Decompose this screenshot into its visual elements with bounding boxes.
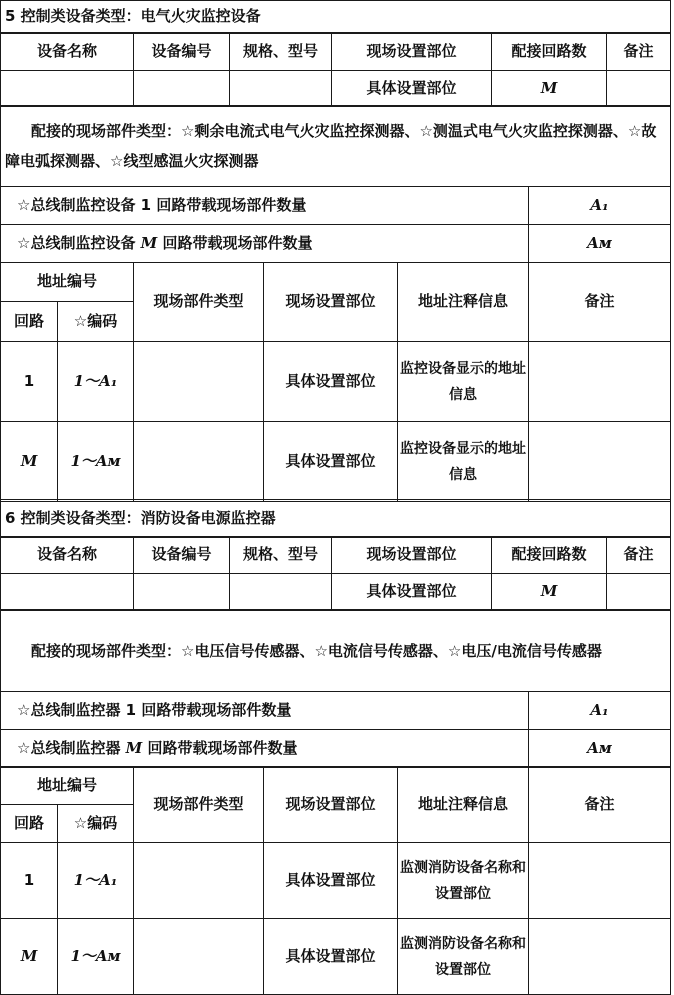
- row-code: 1～Aᴍ: [58, 919, 134, 995]
- address-remark-header: 备注: [529, 263, 671, 342]
- site-location-header: 现场设置部位: [332, 33, 492, 71]
- remark-header: 备注: [607, 33, 671, 71]
- section-5-loop1-count-label: ☆总线制监控设备 1 回路带载现场部件数量: [1, 187, 529, 225]
- section-5-address-table: [0, 262, 671, 502]
- row-location: 具体设置部位: [264, 342, 398, 422]
- remark-header: 备注: [607, 537, 671, 574]
- row-part-type: [134, 843, 264, 919]
- section-5-loopM-count-label: [1, 225, 529, 263]
- loop-count-header: 配接回路数: [492, 537, 607, 574]
- row-code: 1～A₁: [58, 342, 134, 422]
- section-6-device-table: [0, 536, 671, 611]
- spec-model-cell: [230, 574, 332, 611]
- site-location-cell: 具体设置部位: [332, 574, 492, 611]
- row-remark: [529, 422, 671, 502]
- address-number-header: 地址编号: [1, 263, 134, 302]
- row-remark: [529, 342, 671, 422]
- address-remark-header: 备注: [529, 767, 671, 843]
- device-name-cell: [1, 71, 134, 107]
- spec-model-header: 规格、型号: [230, 33, 332, 71]
- section-6-loopM-count-label: [1, 730, 529, 768]
- loopM-label-var: M: [125, 738, 143, 757]
- table-row: [1, 843, 671, 919]
- device-number-cell: [134, 71, 230, 107]
- section-5-parts-table: [0, 105, 671, 263]
- part-location-header: 现场设置部位: [264, 263, 398, 342]
- section-6-parts-table: [0, 609, 671, 768]
- row-remark: [529, 843, 671, 919]
- row-location: 具体设置部位: [264, 843, 398, 919]
- spec-model-header: 规格、型号: [230, 537, 332, 574]
- site-location-header: 现场设置部位: [332, 537, 492, 574]
- address-note-header: 地址注释信息: [398, 767, 529, 843]
- row-remark: [529, 919, 671, 995]
- loop-count-cell: M: [492, 71, 607, 107]
- site-location-cell: 具体设置部位: [332, 71, 492, 107]
- loopM-label-post: 回路带载现场部件数量: [142, 738, 298, 757]
- row-info: 监测消防设备名称和设置部位: [398, 919, 529, 995]
- remark-cell: [607, 574, 671, 611]
- section-5-title: 5 控制类设备类型：电气火灾监控设备: [1, 1, 671, 34]
- row-part-type: [134, 919, 264, 995]
- section-5-loopM-count-value: Aᴍ: [529, 225, 671, 263]
- row-location: 具体设置部位: [264, 422, 398, 502]
- loop-col-header: 回路: [1, 302, 58, 342]
- part-type-header: 现场部件类型: [134, 263, 264, 342]
- section-6-loopM-count-value: Aᴍ: [529, 730, 671, 768]
- row-code: 1～Aᴍ: [58, 422, 134, 502]
- section-6-parts-types: 配接的现场部件类型：☆电压信号传感器、☆电流信号传感器、☆电压/电流信号传感器: [1, 610, 671, 692]
- device-name-header: 设备名称: [1, 537, 134, 574]
- row-location: 具体设置部位: [264, 919, 398, 995]
- spec-model-cell: [230, 71, 332, 107]
- section-6-title-table: [0, 499, 671, 538]
- row-loop: M: [1, 919, 58, 995]
- section-6-title: 6 控制类设备类型：消防设备电源监控器: [1, 500, 671, 538]
- loopM-label-var: M: [140, 233, 158, 252]
- section-5-parts-types: 配接的现场部件类型：☆剩余电流式电气火灾监控探测器、☆测温式电气火灾监控探测器、☆故障电弧探测器、☆线型感温火灾探测器: [1, 106, 671, 187]
- row-info: 监控设备显示的地址信息: [398, 342, 529, 422]
- row-info: 监控设备显示的地址信息: [398, 422, 529, 502]
- section-6-loop1-count-label: ☆总线制监控器 1 回路带载现场部件数量: [1, 692, 529, 730]
- section-6-loop1-count-value: A₁: [529, 692, 671, 730]
- row-part-type: [134, 342, 264, 422]
- part-location-header: 现场设置部位: [264, 767, 398, 843]
- loop-count-cell: M: [492, 574, 607, 611]
- section-5-device-table: [0, 32, 671, 107]
- loopM-label-post: 回路带载现场部件数量: [157, 233, 313, 252]
- device-number-header: 设备编号: [134, 33, 230, 71]
- loop-count-header: 配接回路数: [492, 33, 607, 71]
- table-row: [1, 919, 671, 995]
- device-number-header: 设备编号: [134, 537, 230, 574]
- table-row: [1, 422, 671, 502]
- section-5-loop1-count-value: A₁: [529, 187, 671, 225]
- loop-col-header: 回路: [1, 805, 58, 843]
- code-col-header: ☆编码: [58, 302, 134, 342]
- code-col-header: ☆编码: [58, 805, 134, 843]
- address-note-header: 地址注释信息: [398, 263, 529, 342]
- section-6-address-table: [0, 766, 671, 995]
- address-number-header: 地址编号: [1, 767, 134, 805]
- section-5-title-table: [0, 0, 671, 34]
- row-loop: M: [1, 422, 58, 502]
- row-loop: 1: [1, 843, 58, 919]
- device-name-cell: [1, 574, 134, 611]
- row-loop: 1: [1, 342, 58, 422]
- remark-cell: [607, 71, 671, 107]
- device-number-cell: [134, 574, 230, 611]
- table-row: [1, 342, 671, 422]
- device-name-header: 设备名称: [1, 33, 134, 71]
- row-info: 监测消防设备名称和设置部位: [398, 843, 529, 919]
- loopM-label-pre: ☆总线制监控器: [17, 738, 126, 757]
- part-type-header: 现场部件类型: [134, 767, 264, 843]
- row-code: 1～A₁: [58, 843, 134, 919]
- loopM-label-pre: ☆总线制监控设备: [17, 233, 141, 252]
- row-part-type: [134, 422, 264, 502]
